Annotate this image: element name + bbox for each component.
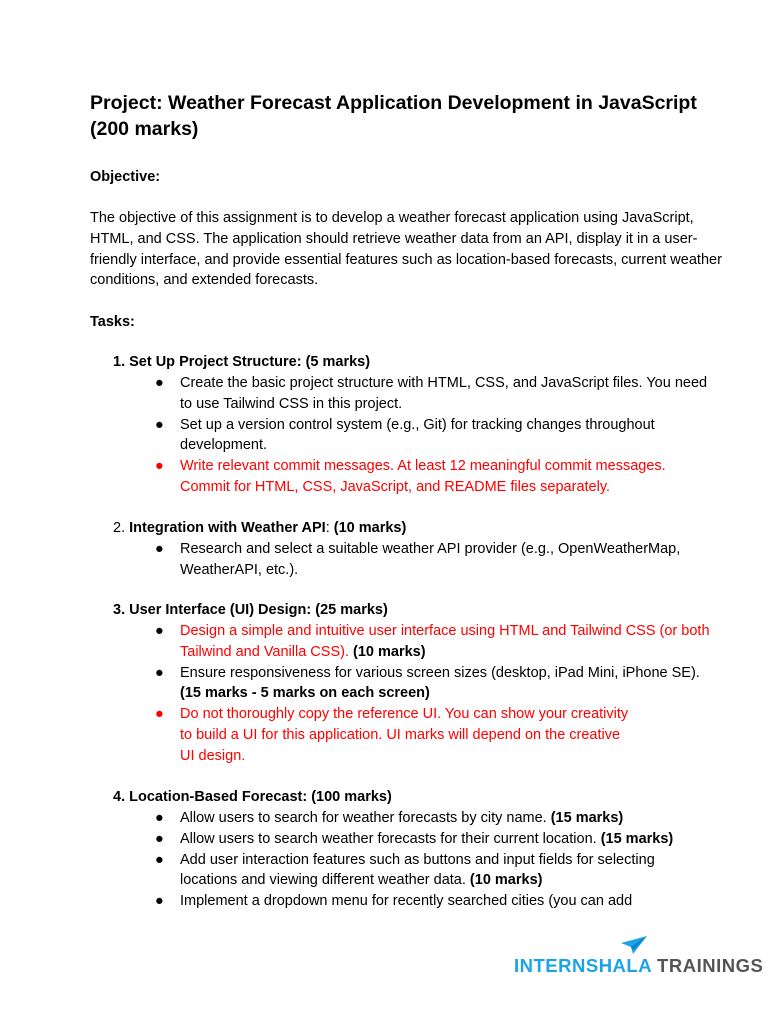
paper-plane-icon: [621, 936, 647, 954]
tasks-heading: Tasks:: [90, 314, 135, 330]
task3-list: [155, 621, 715, 767]
list-item: ● Write relevant commit messages. At least 12 meaningful commit messages. Commit for HTML, CSS, JavaScript, and README files separately.: [155, 458, 666, 495]
list-item: ● Allow users to search for weather forecasts by city name. (15 marks): [155, 808, 715, 829]
bullet-icon: ●: [155, 893, 164, 910]
logo-wordmark: INTERNSHALA TRAININGS: [514, 955, 764, 976]
bullet-icon: ●: [155, 375, 164, 391]
list-item: ● Do not thoroughly copy the reference UI. You can show your creativity to build a UI for this application. UI marks will depend on the creative UI design.: [155, 706, 629, 764]
bullet-icon: ●: [155, 706, 164, 723]
task3-heading: 3. User Interface (UI) Design: (25 marks): [113, 602, 388, 618]
objective-heading: Objective:: [90, 169, 161, 185]
list-item: ● Design a simple and intuitive user interface using HTML and Tailwind CSS (or both Tailwind and Vanilla CSS). (10 marks): [155, 623, 710, 660]
page-title: Project: Weather Forecast Application Development in JavaScript (200 marks): [90, 92, 697, 140]
bullet-icon: ●: [155, 830, 164, 847]
bullet-icon: ●: [155, 810, 164, 826]
list-item: ● Implement a dropdown menu for recently searched cities (you can add: [155, 891, 715, 912]
task4-list: [155, 808, 715, 912]
list-item: ● Ensure responsiveness for various screen sizes (desktop, iPad Mini, iPhone SE). (15 marks - 5 marks on each screen): [155, 664, 700, 702]
bullet-icon: ●: [155, 541, 164, 557]
bullet-icon: ●: [155, 458, 164, 475]
list-item: ● Add user interaction features such as buttons and input fields for selecting locations and viewing different weather data. (10 marks): [155, 851, 655, 889]
bullet-icon: ●: [155, 664, 164, 681]
internshala-logo: [514, 936, 764, 980]
list-item: ● Allow users to search weather forecasts for their current location. (15 marks): [155, 829, 715, 850]
bullet-icon: ●: [155, 416, 164, 433]
list-item: ● Create the basic project structure with HTML, CSS, and JavaScript files. You need to use Tailwind CSS in this project.: [155, 375, 708, 412]
task1-list: [155, 373, 715, 498]
list-item: ● Set up a version control system (e.g., Git) for tracking changes throughout development.: [155, 416, 655, 454]
objective-text: The objective of this assignment is to develop a weather forecast application using JavaScript, HTML, and CSS. The application should retrieve weather data from an API, display it in a user-friendly interface, and provide essential features such as location-based forecasts, current weather conditions, and extended forecasts.: [90, 210, 722, 289]
task2-heading: 2. Integration with Weather API: (10 marks): [113, 520, 407, 536]
task1-heading: 1. Set Up Project Structure: (5 marks): [113, 354, 371, 370]
list-item: ● Research and select a suitable weather API provider (e.g., OpenWeatherMap, WeatherAPI, etc.).: [155, 541, 681, 578]
bullet-icon: ●: [155, 623, 164, 639]
bullet-icon: ●: [155, 851, 164, 868]
task4-heading: 4. Location-Based Forecast: (100 marks): [113, 789, 392, 805]
task2-list: [155, 539, 715, 581]
